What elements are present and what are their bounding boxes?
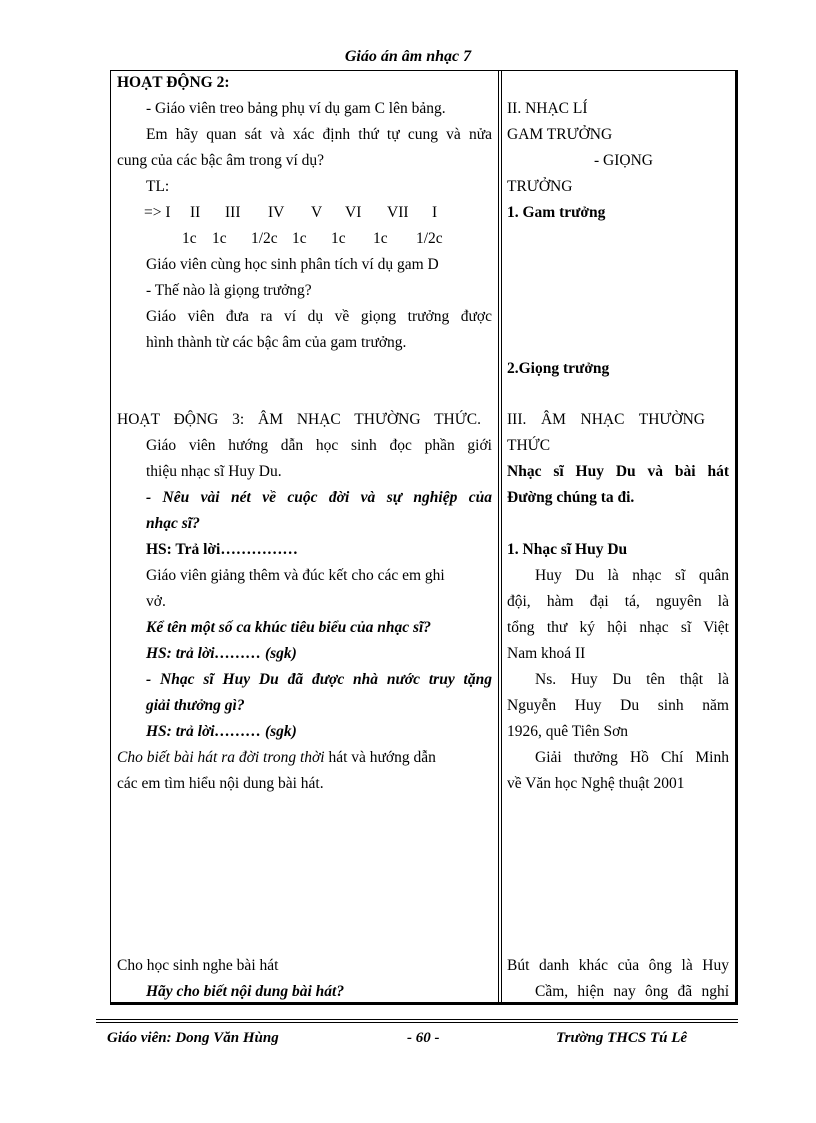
right-line: Cầm, hiện nay ông đã nghỉ — [535, 983, 729, 1000]
left-line-italic: Cho biết bài hát ra đời trong thời — [117, 749, 325, 766]
right-line: về Văn học Nghệ thuật 2001 — [507, 775, 685, 792]
right-line: Bút danh khác của ông là Huy — [507, 957, 729, 974]
left-line: hình thành từ các bậc âm của gam trưởng. — [146, 334, 407, 351]
interval-label: 1c — [212, 230, 227, 247]
interval-label: 1/2c — [251, 230, 278, 247]
right-line: Nguyễn Huy Du sinh năm — [507, 697, 729, 714]
left-line: các em tìm hiểu nội dung bài hát. — [117, 775, 324, 792]
right-line: đội, hàm đại tá, nguyên là — [507, 593, 729, 610]
question-line: Hãy cho biết nội dung bài hát? — [146, 983, 345, 1000]
right-line: Nam khoá II — [507, 645, 586, 662]
left-line: - Thế nào là giọng trưởng? — [146, 282, 312, 299]
degree-label: => I — [144, 204, 171, 221]
page-number: - 60 - — [407, 1030, 440, 1046]
section-title: THỨC — [507, 437, 551, 454]
interval-label: 1c — [292, 230, 307, 247]
left-line: thiệu nhạc sĩ Huy Du. — [146, 463, 282, 480]
left-line: Giáo viên giảng thêm và đúc kết cho các em ghi — [146, 567, 445, 584]
left-line: cung của các bậc âm trong ví dụ? — [117, 152, 325, 169]
column-divider — [498, 70, 502, 1005]
footer-rule — [96, 1019, 738, 1020]
interval-label: 1c — [182, 230, 197, 247]
section-title: III. ÂM NHẠC THƯỜNG — [507, 411, 705, 428]
left-line-plain: hát và hướng dẫn — [324, 749, 436, 766]
right-line: Huy Du là nhạc sĩ quân — [535, 567, 729, 584]
degree-label: V — [311, 204, 323, 221]
section-title: II. NHẠC LÍ — [507, 100, 588, 117]
question-line: Kể tên một số ca khúc tiêu biểu của nhạc sĩ? — [146, 619, 432, 636]
section-title: - GIỌNG — [594, 152, 653, 169]
interval-label: 1c — [331, 230, 346, 247]
degree-label: III — [225, 204, 241, 221]
left-line: Em hãy quan sát và xác định thứ tự cung và nửa — [146, 126, 492, 143]
section-title: TRƯỞNG — [507, 178, 573, 195]
question-line: - Nêu vài nét về cuộc đời và sự nghiệp của — [146, 489, 492, 506]
activity-2-title: HOẠT ĐỘNG 2: — [117, 74, 230, 91]
answer-line: HS: Trả lời…………… — [146, 541, 298, 558]
subsection-title: Nhạc sĩ Huy Du và bài hát — [507, 463, 729, 480]
question-line: giải thưởng gì? — [146, 697, 245, 714]
left-line: Giáo viên đưa ra ví dụ về giọng trưởng được — [146, 308, 492, 325]
answer-line: HS: trả lời……… (sgk) — [146, 723, 297, 740]
subsection-title: Đường chúng ta đi. — [507, 489, 635, 506]
footer-teacher — [107, 1030, 279, 1047]
page-header: Giáo án âm nhạc 7 — [344, 48, 472, 65]
left-line: - Giáo viên treo bảng phụ ví dụ gam C lên bảng. — [146, 100, 446, 117]
answer-line: HS: trả lời……… (sgk) — [146, 645, 297, 662]
left-line — [117, 748, 436, 768]
subsection-title: 1. Nhạc sĩ Huy Du — [507, 541, 628, 558]
left-line: vở. — [146, 593, 166, 610]
left-line: Giáo viên hướng dẫn học sinh đọc phần giới — [146, 437, 492, 454]
degree-label: VI — [345, 204, 362, 221]
question-line: nhạc sĩ? — [146, 515, 200, 532]
section-title: GAM TRƯỞNG — [507, 126, 613, 143]
right-line: Ns. Huy Du tên thật là — [535, 671, 729, 688]
left-line: TL: — [146, 178, 170, 195]
degree-label: I — [432, 204, 438, 221]
degree-label: VII — [387, 204, 409, 221]
right-line: Giải thưởng Hồ Chí Minh — [535, 749, 729, 766]
teacher-name: Dong Văn Hùng — [171, 1030, 279, 1046]
footer-school: Trường THCS Tú Lê — [556, 1030, 688, 1046]
teacher-label: Giáo viên: — [107, 1030, 172, 1046]
subsection-title: 2.Giọng trưởng — [507, 360, 610, 377]
right-line: tổng thư ký hội nhạc sĩ Việt — [507, 619, 729, 636]
degree-label: II — [190, 204, 201, 221]
left-line: Cho học sinh nghe bài hát — [117, 957, 279, 974]
activity-3-title: HOẠT ĐỘNG 3: ÂM NHẠC THƯỜNG THỨC. — [117, 411, 481, 428]
left-line: Giáo viên cùng học sinh phân tích ví dụ gam D — [146, 256, 439, 273]
footer-rule — [96, 1022, 738, 1023]
degree-label: IV — [268, 204, 285, 221]
question-line: - Nhạc sĩ Huy Du đã được nhà nước truy tặng — [146, 671, 492, 688]
interval-label: 1/2c — [416, 230, 443, 247]
lesson-table — [110, 70, 738, 1005]
right-line: 1926, quê Tiên Sơn — [507, 723, 629, 740]
subsection-title: 1. Gam trưởng — [507, 204, 606, 221]
interval-label: 1c — [373, 230, 388, 247]
